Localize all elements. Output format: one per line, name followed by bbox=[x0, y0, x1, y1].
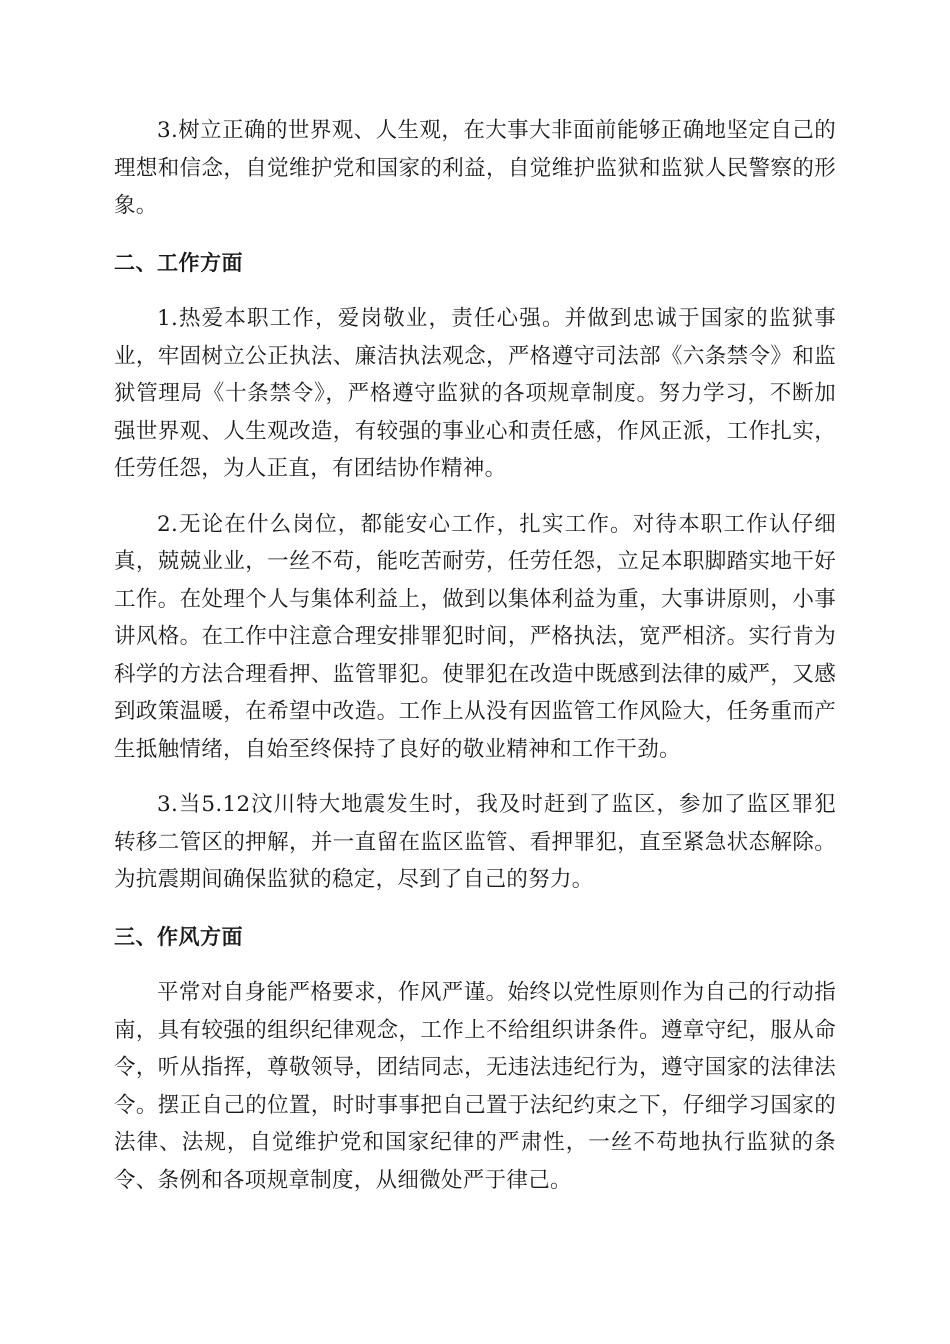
paragraph-work-2: 2.无论在什么岗位，都能安心工作，扎实工作。对待本职工作认仔细真，兢兢业业，一丝不苟，能吃苦耐劳，任劳任怨，立足本职脚踏实地干好工作。在处理个人与集体利益上，做到以集体利益为重，大事讲原则，小事讲风格。在工作中注意合理安排罪犯时间，严格执法，宽严相济。实行肯为科学的方法合理看押、监管罪犯。使罪犯在改造中既感到法律的威严，又感到政策温暖，在希望中改造。工作上从没有因监管工作风险大，任务重而产生抵触情绪，自始至终保持了良好的敬业精神和工作干劲。 bbox=[114, 511, 836, 762]
paragraph-style: 平常对自身能严格要求，作风严谨。始终以党性原则作为自己的行动指南，具有较强的组织纪律观念，工作上不给组织讲条件。遵章守纪，服从命令，听从指挥，尊敬领导，团结同志，无违法违纪行为，遵守国家的法律法令。摆正自己的位置，时时事事把自己置于法纪约束之下，仔细学习国家的法律、法规，自觉维护党和国家纪律的严肃性，一丝不苟地执行监狱的条令、条例和各项规章制度，从细微处严于律己。 bbox=[114, 980, 836, 1193]
section-heading-work: 二、工作方面 bbox=[114, 250, 243, 275]
section-heading-style: 三、作风方面 bbox=[114, 924, 243, 949]
paragraph-work-1: 1.热爱本职工作，爱岗敬业，责任心强。并做到忠诚于国家的监狱事业，牢固树立公正执法、廉洁执法观念，严格遵守司法部《六条禁令》和监狱管理局《十条禁令》，严格遵守监狱的各项规章制度。努力学习，不断加强世界观、人生观改造，有较强的事业心和责任感，作风正派，工作扎实，任劳任怨，为人正直，有团结协作精神。 bbox=[114, 306, 836, 481]
paragraph-worldview: 3.树立正确的世界观、人生观，在大事大非面前能够正确地坚定自己的理想和信念，自觉维护党和国家的利益，自觉维护监狱和监狱人民警察的形象。 bbox=[114, 118, 836, 218]
document-body bbox=[114, 112, 836, 1199]
paragraph-work-3: 3.当5.12汶川特大地震发生时，我及时赶到了监区，参加了监区罪犯转移二管区的押解，并一直留在监区监管、看押罪犯，直至紧急状态解除。为抗震期间确保监狱的稳定，尽到了自己的努力。 bbox=[114, 792, 836, 892]
